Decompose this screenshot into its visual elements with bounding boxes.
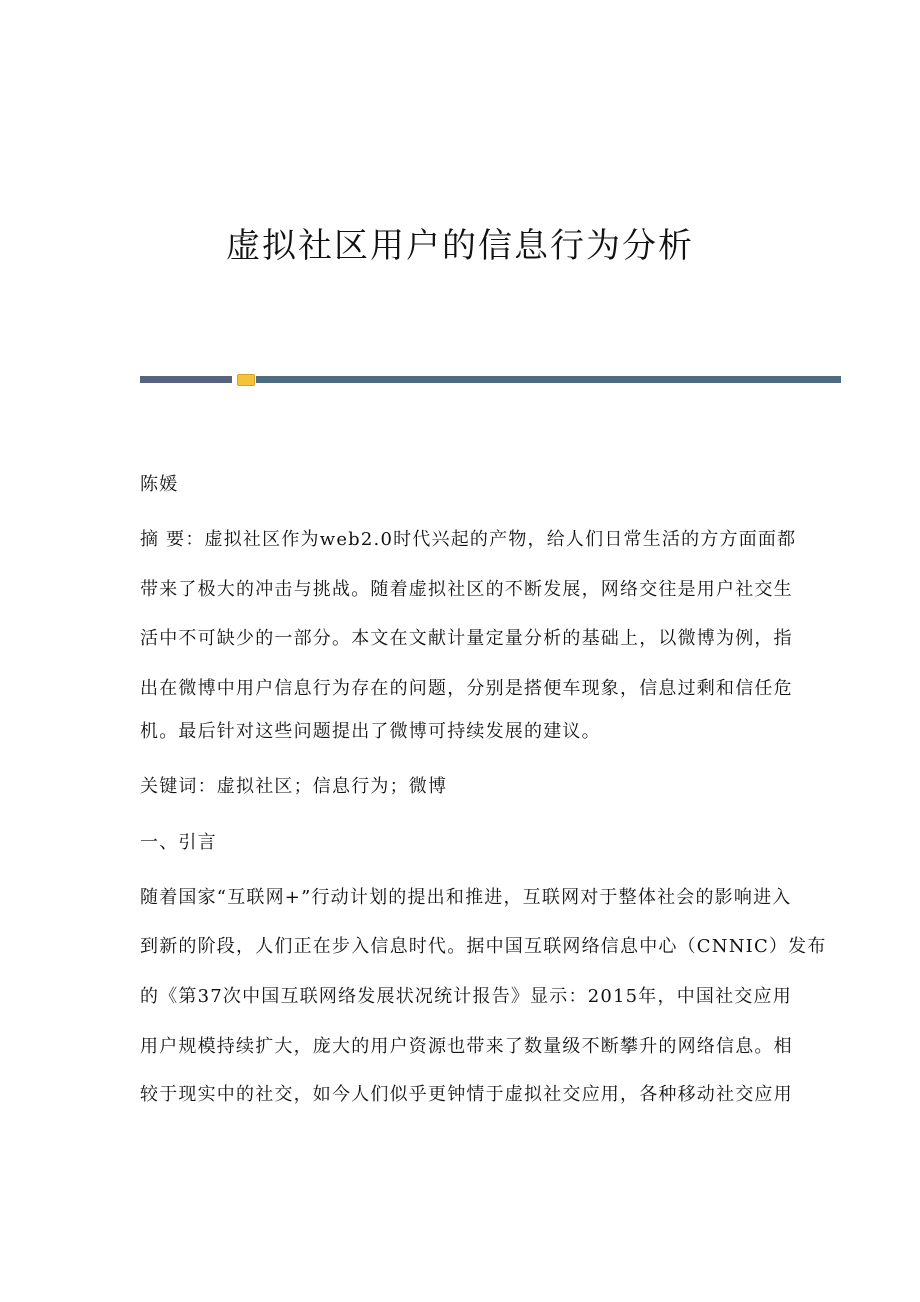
- abstract-line: 摘 要：虚拟社区作为web2.0时代兴起的产物，给人们日常生活的方方面面都: [140, 529, 797, 550]
- author: 陈媛: [140, 474, 179, 495]
- abstract-line: 出在微博中用户信息行为存在的问题，分别是搭便车现象，信息过剩和信任危: [140, 678, 793, 699]
- body-line: 随着国家“互联网+”行动计划的提出和推进，互联网对于整体社会的影响进入: [140, 887, 792, 908]
- section-heading: 一、引言: [140, 832, 217, 853]
- body-line: 到新的阶段，人们正在步入信息时代。据中国互联网络信息中心（CNNIC）发布: [140, 936, 827, 957]
- divider-right: [256, 376, 841, 383]
- divider-left: [140, 376, 232, 383]
- abstract-line: 机。最后针对这些问题提出了微博可持续发展的建议。: [140, 721, 601, 742]
- abstract-line: 活中不可缺少的一部分。本文在文献计量定量分析的基础上，以微博为例，指: [140, 628, 793, 649]
- document-title: 虚拟社区用户的信息行为分析: [226, 226, 694, 266]
- body-line: 较于现实中的社交，如今人们似乎更钟情于虚拟社交应用，各种移动社交应用: [140, 1084, 793, 1105]
- abstract-line: 带来了极大的冲击与挑战。随着虚拟社区的不断发展，网络交往是用户社交生: [140, 579, 793, 600]
- divider-ornament-icon: [237, 374, 255, 386]
- body-line: 用户规模持续扩大，庞大的用户资源也带来了数量级不断攀升的网络信息。相: [140, 1036, 793, 1057]
- body-line: 的《第37次中国互联网络发展状况统计报告》显示：2015年，中国社交应用: [140, 986, 792, 1007]
- keywords: 关键词：虚拟社区；信息行为；微博: [140, 776, 448, 797]
